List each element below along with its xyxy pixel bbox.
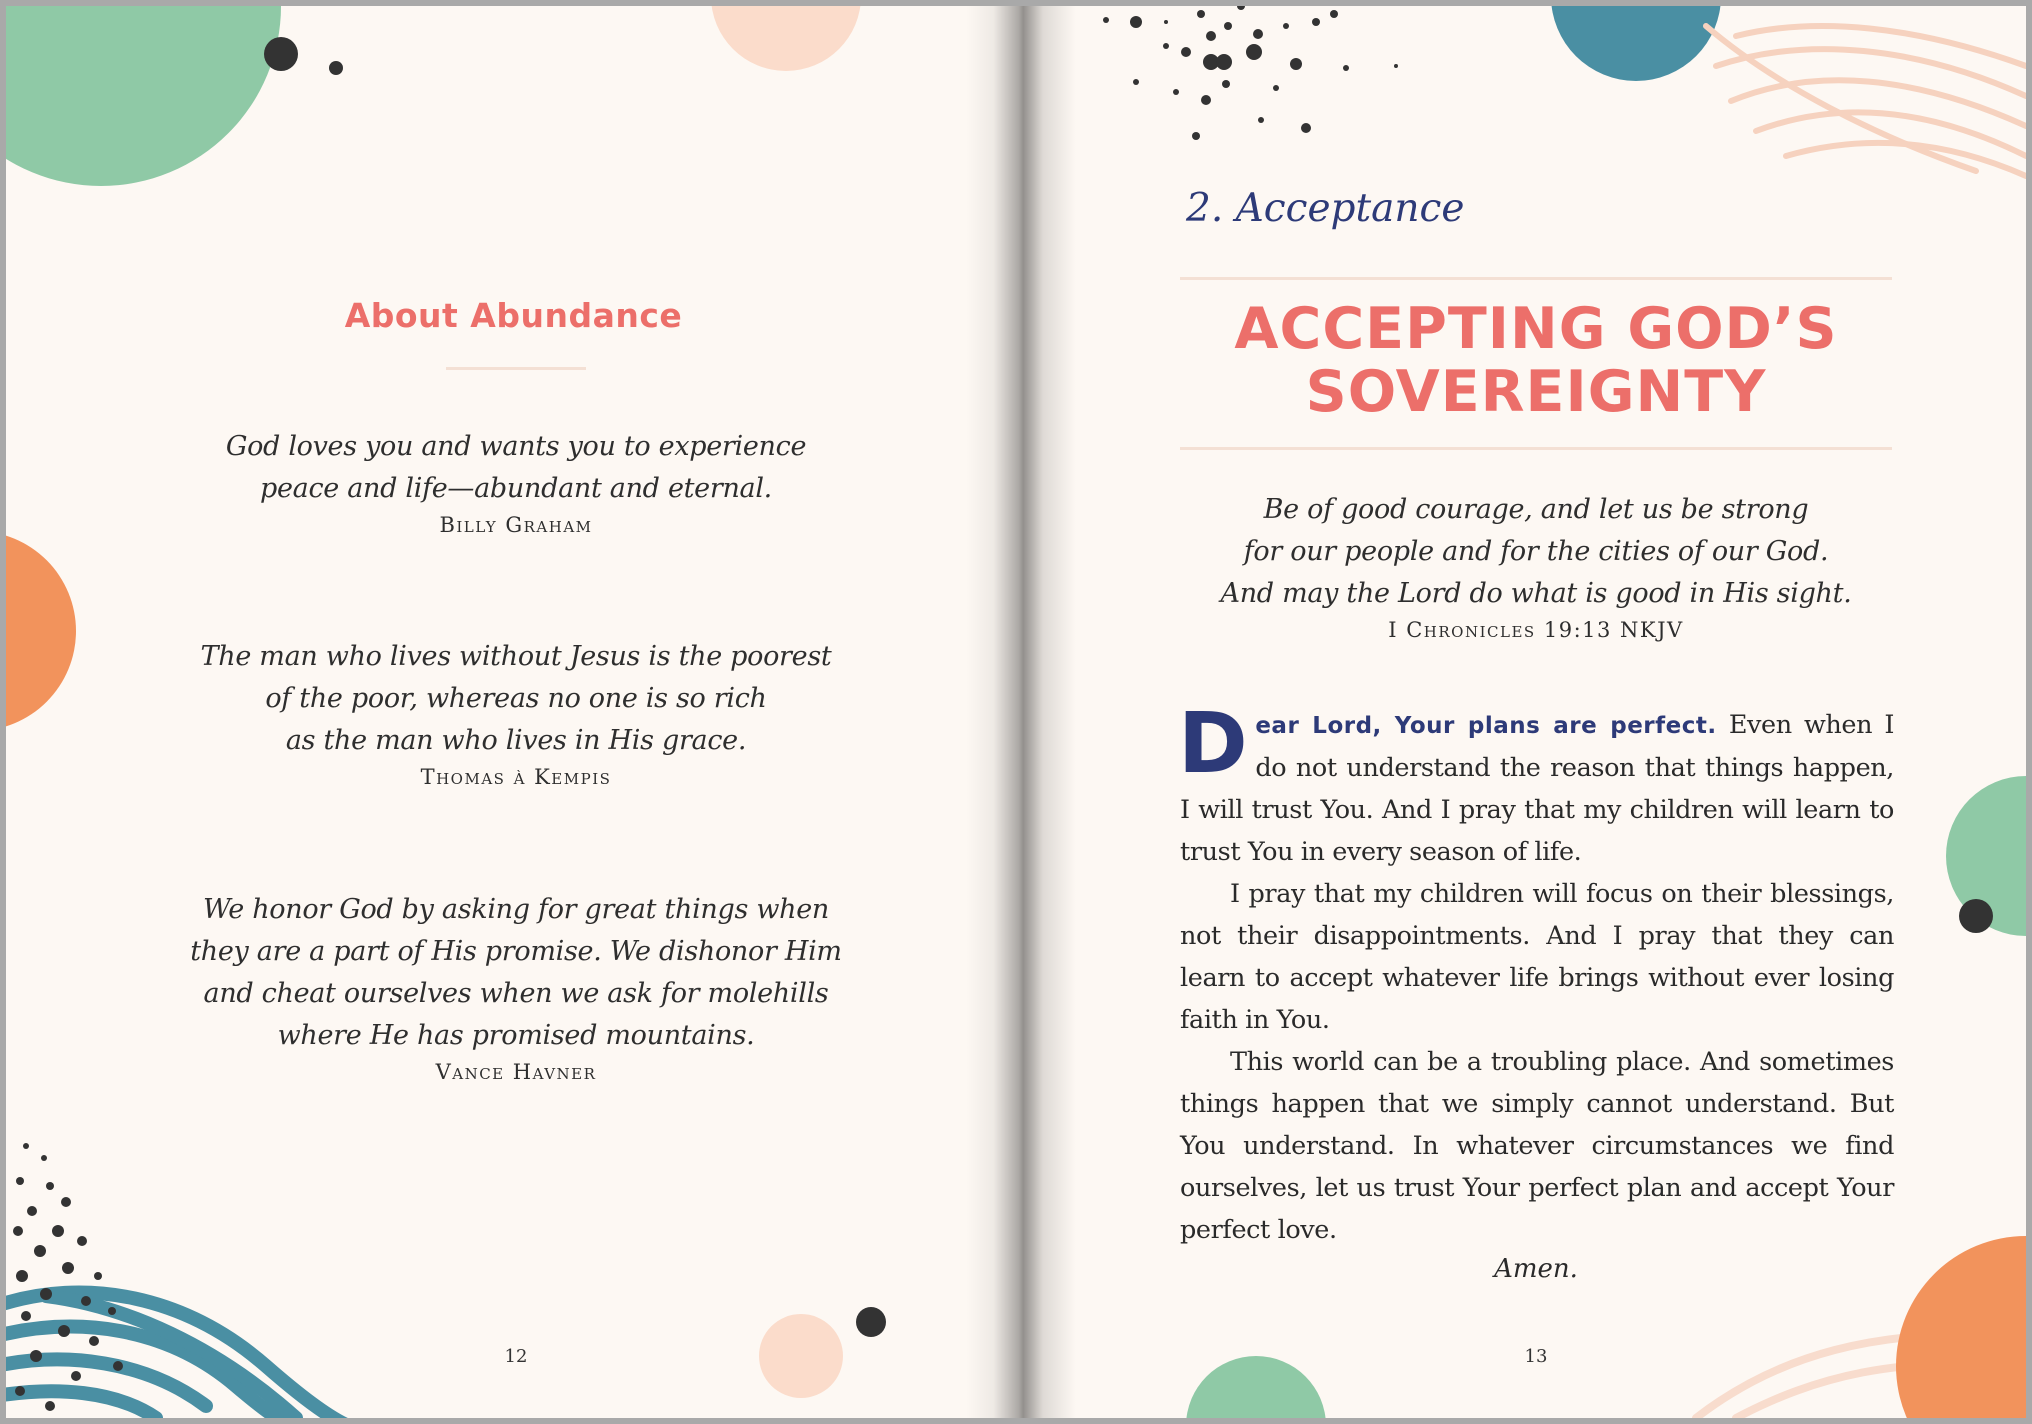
quote-line: God loves you and wants you to experience — [225, 431, 807, 462]
teal-scribble — [6, 1293, 386, 1419]
title-rule-top — [1180, 277, 1892, 280]
prayer-paragraph-1 — [1178, 694, 1894, 873]
section-title: About Abundance — [344, 296, 683, 335]
prayer-body — [1178, 694, 1894, 1251]
teal-blob — [1551, 6, 1721, 81]
quote-line: peace and life—abundant and eternal. — [260, 473, 772, 504]
quote-line: and cheat ourselves when we ask for molehills — [203, 978, 829, 1009]
chapter-title-line: SOVEREIGNTY — [1305, 359, 1767, 425]
peach-blob-bottom — [759, 1314, 843, 1398]
peach-scribble-bottom — [1696, 1334, 2026, 1418]
scripture-line: And may the Lord do what is good in His sight. — [1220, 578, 1852, 609]
quote-line: of the poor, whereas no one is so rich — [265, 683, 767, 714]
left-page — [6, 6, 1016, 1418]
prayer-text: Even when I do not understand the reason that things happen, I will trust You. And I pray that my children will learn to trust You in every season of life. — [1180, 710, 1894, 867]
prayer-lead-in: ear Lord, Your plans are perfect. — [1255, 713, 1717, 739]
quote-line: as the man who lives in His grace. — [285, 725, 747, 756]
quote-block-2 — [96, 636, 936, 792]
scripture-line: Be of good courage, and let us be strong — [1263, 494, 1809, 525]
page-number: 13 — [1524, 1346, 1548, 1367]
orange-blob-right — [1896, 1236, 2026, 1418]
prayer-paragraph-3: This world can be a troubling place. And sometimes things happen that we simply cannot understand. But You understand. In whatever circumstances we find ourselves, let us trust Your perfect plan and accept Your perfect love. — [1180, 1047, 1894, 1245]
quote-line: The man who lives without Jesus is the poorest — [200, 641, 832, 672]
book-spread — [6, 6, 2026, 1418]
quote-line: they are a part of His promise. We dishonor Him — [190, 936, 842, 967]
peach-blob-top — [711, 6, 861, 71]
dark-dot-bottom — [856, 1307, 886, 1337]
page-number: 12 — [504, 1346, 528, 1367]
quote-line: where He has promised mountains. — [277, 1020, 755, 1051]
quote-author: Thomas à Kempis — [420, 765, 612, 789]
dot-pattern-right — [1103, 6, 1398, 140]
prayer-closing: Amen. — [1494, 1254, 1578, 1284]
mint-blob-right — [1946, 776, 2026, 936]
dark-dot-right — [1959, 899, 1993, 933]
scripture-line: for our people and for the cities of our God. — [1243, 536, 1829, 567]
chapter-title — [1180, 298, 1892, 424]
mint-blob-bottom — [1186, 1356, 1326, 1418]
scripture-reference: I Chronicles 19:13 NKJV — [1388, 618, 1684, 642]
dark-dot-small — [329, 61, 343, 75]
drop-cap: D — [1178, 694, 1248, 792]
title-rule-bottom — [1180, 447, 1892, 450]
orange-blob — [6, 531, 76, 731]
quote-line: We honor God by asking for great things when — [203, 894, 829, 925]
title-divider — [446, 367, 586, 370]
chapter-title-line: ACCEPTING GOD’S — [1234, 296, 1838, 362]
prayer-paragraph-2: I pray that my children will focus on their blessings, not their disappointments. And I pray that they can learn to accept whatever life brings without ever losing faith in You. — [1180, 879, 1894, 1035]
quote-author: Vance Havner — [435, 1060, 597, 1084]
quote-block-1 — [96, 426, 936, 540]
peach-scribble — [1706, 26, 2026, 176]
dot-pattern-left — [13, 1143, 123, 1411]
scripture-block — [1180, 489, 1892, 645]
quote-author: Billy Graham — [439, 513, 593, 537]
mint-blob — [6, 6, 281, 186]
right-page — [1016, 6, 2026, 1418]
quote-block-3 — [96, 889, 936, 1087]
chapter-label: 2. Acceptance — [1186, 186, 1465, 231]
dark-dot — [264, 37, 298, 71]
